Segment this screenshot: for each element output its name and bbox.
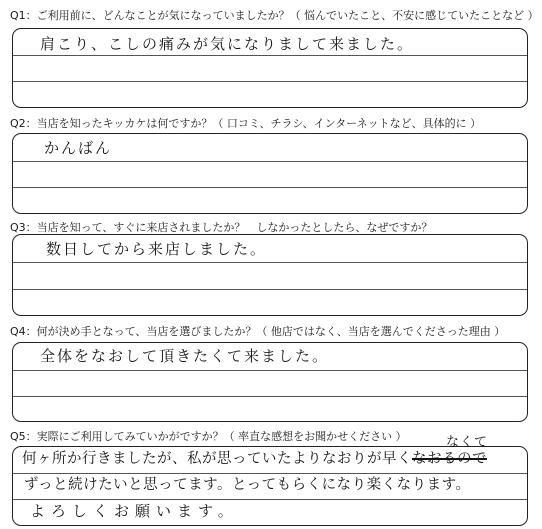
ruled-line — [13, 161, 527, 162]
ruled-line — [13, 81, 527, 82]
ruled-line — [13, 370, 527, 371]
answer-5-line-1 — [22, 450, 487, 468]
ruled-line — [13, 473, 527, 474]
question-4: Q4：何が決め手となって、当店を選びましたか？（ 他店ではなく、当店を選んでくださった理由 ） — [10, 325, 506, 338]
question-2: Q2：当店を知ったキッカケは何ですか？（ 口コミ、チラシ、インターネットなど、具体的に ） — [10, 117, 482, 130]
ruled-line — [13, 187, 527, 188]
ruled-line — [13, 499, 527, 500]
answer-2-line-1: かんばん — [44, 139, 113, 157]
ruled-line — [13, 262, 527, 263]
answer-5-line-3: よろしくお願います。 — [30, 502, 239, 520]
answer-4-line-1: 全体をなおして頂きたくて来ました。 — [40, 347, 330, 365]
answer-5-insertion: なくて — [446, 435, 489, 450]
answer-5-struck-text: なおるので — [412, 451, 487, 467]
answer-5-line-2: ずっと続けたいと思ってます。とってもらくになり楽くなります。 — [24, 477, 471, 493]
ruled-line — [13, 289, 527, 290]
answer-5-line-1-text: 何ヶ所か行きましたが、私が思っていたよりなおりが早く — [22, 451, 412, 467]
question-3: Q3：当店を知って、すぐに来店されましたか？ しなかったとしたら、なぜですか？ — [10, 221, 433, 234]
ruled-line — [13, 396, 527, 397]
answer-1-line-1: 肩こり、こしの痛みが気になりまして来ました。 — [40, 35, 415, 53]
question-1: Q1：ご利用前に、どんなことが気になっていましたか？（ 悩んでいたこと、不安に感じていたことなど ） — [10, 9, 539, 22]
answer-3-line-1: 数日してから来店しました。 — [46, 240, 268, 258]
question-5: Q5：実際にご利用してみていかがですか？（ 率直な感想をお聞かせください ） — [10, 430, 407, 443]
ruled-line — [13, 55, 527, 56]
